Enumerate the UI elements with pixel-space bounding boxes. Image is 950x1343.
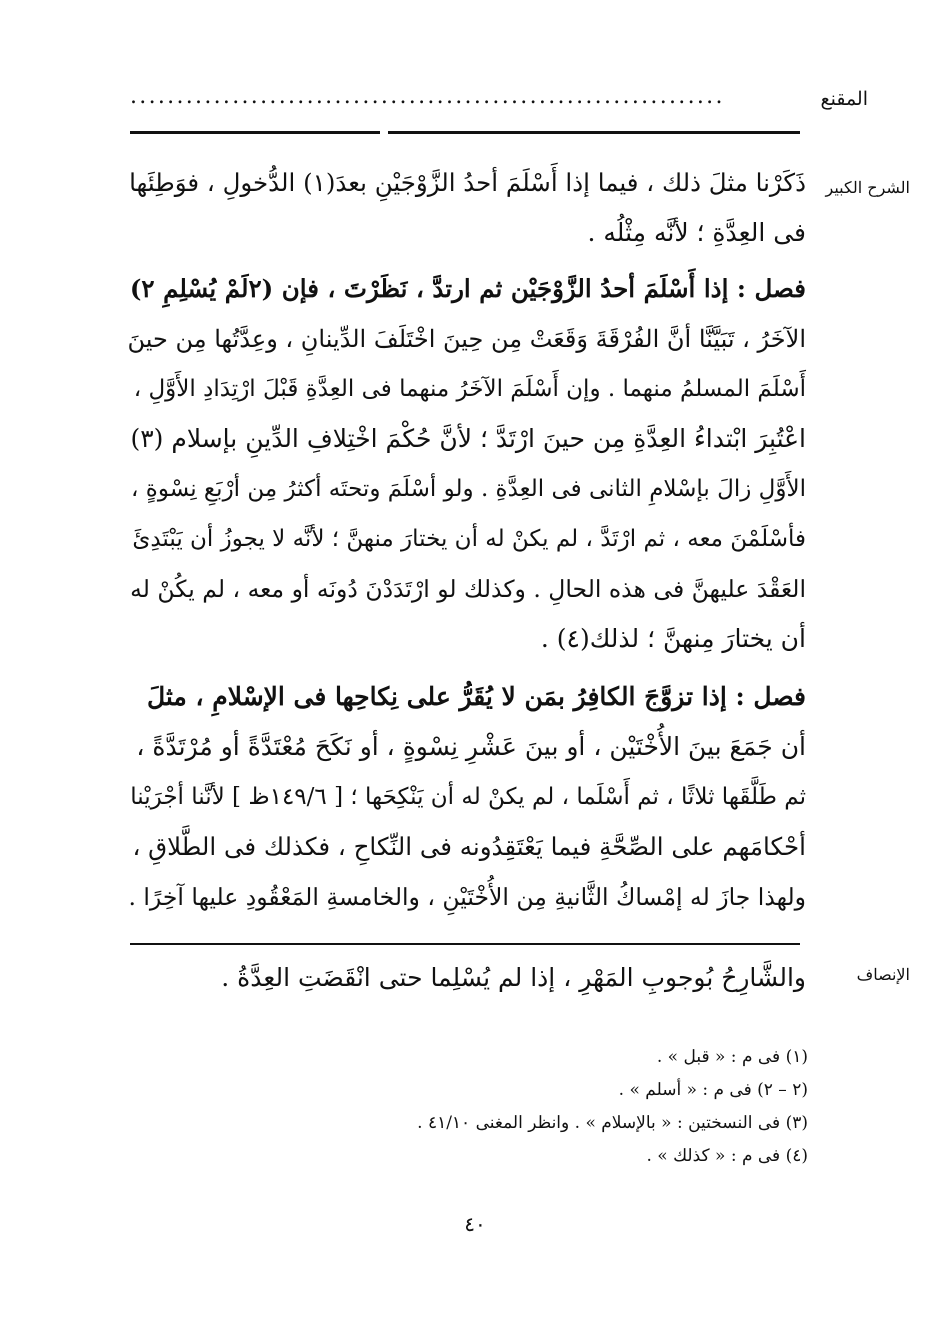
text-line: فأسْلَمْنَ معه ، ثم ارْتَدَّ ، لم يكنْ له أن يختارَ منهنَّ ؛ لأنَّه لا يجوزُ أن يَبْتَدِئَ <box>132 526 806 552</box>
footnote-1: (١) فى م : « قبل » . <box>656 1047 808 1067</box>
text-line: أَسْلَمَ المسلمُ منهما . وإن أَسْلَمَ الآخَرُ منهما فى العِدَّةِ قَبْلَ ارْتِدَادِ الأَوَّلِ ، <box>133 376 806 402</box>
text-line: أن جَمَعَ بينَ الأُخْتَيْن ، أو بينَ عَشْرِ نِسْوةٍ ، أو نَكَحَ مُعْتَدَّةً أو مُرْتَدَّةً ، <box>136 732 806 761</box>
section-divider <box>130 943 800 945</box>
footnote-3: (٣) فى النسختين : « بالإسلام » . وانظر المغنى ٤١/١٠ . <box>417 1113 808 1133</box>
text-line: أن يختارَ مِنهنَّ ؛ لذلك(٤) . <box>540 624 806 653</box>
header-rule-right <box>388 131 800 134</box>
text-line: اعْتُبِرَ ابْتداءُ العِدَّةِ مِن حينَ ارْتَدَّ ؛ لأنَّ حُكْمَ اخْتِلافِ الدِّينِ بإسلام (٣) <box>130 424 806 453</box>
header-dot-leader: ................................................................ <box>130 84 725 109</box>
text-line: العَقْدَ عليهنَّ فى هذه الحالِ . وكذلك لو ارْتَدَدْنَ دُونَه أو معه ، لم يكُنْ له <box>130 575 806 603</box>
text-line: ثم طَلَّقَها ثلاثًا ، ثم أَسْلَما ، لم يكنْ له أن يَنْكِحَها ؛ [ ١٤٩/٦ظ ] لأنَّنا أجْرَيْنا <box>130 784 806 810</box>
text-line: ذَكَرْنا مثلَ ذلك ، فيما إذا أَسْلَمَ أحدُ الزَّوْجَيْنِ بعدَ(١) الدُّخولِ ، فوَطِئَها <box>129 168 806 197</box>
text-line: فى العِدَّةِ ؛ لأنَّه مِثْلُه . <box>587 218 806 247</box>
footnote-4: (٤) فى م : « كذلك » . <box>646 1146 808 1166</box>
header-rule-left <box>130 131 380 134</box>
text-line: الآخَرُ ، تَبَيَّنَّا أنَّ الفُرْقَةَ وَقَعَتْ مِن حِينَ اخْتَلَفَ الدِّينانِ ، وعِدَّتُها مِن حينَ <box>127 325 806 353</box>
footnote-2: (٢ – ٢) فى م : « أسلم » . <box>618 1080 808 1100</box>
margin-label-insaf: الإنصاف <box>856 965 910 984</box>
text-line: أحْكامَهم على الصِّحَّةِ فيما يَعْتَقِدُونه فى النِّكاحِ ، فكذلك فى الطَّلاقِ ، <box>132 832 806 861</box>
insaf-line: والشَّارِحُ بُوجوبِ المَهْرِ ، إذا لم يُسْلِما حتى انْقَضَتِ العِدَّةُ . <box>221 963 806 992</box>
running-header-title: المقنع <box>820 88 868 110</box>
text-line: الأَوَّلِ زالَ بإسْلامِ الثانى فى العِدَّةِ . ولو أسْلَمَ وتحتَه أكثرُ مِن أرْبَعِ نِسْوةٍ ، <box>131 476 806 502</box>
text-line: ولهذا جازَ له إمْساكُ الثَّانيةِ مِن الأُخْتَيْنِ ، والخامسةِ المَعْقُودِ عليها آخِرًا . <box>128 883 806 911</box>
text-line: فصل : إذا أَسْلَمَ أحدُ الزَّوْجَيْن ثم ارتدَّ ، نَظَرْتَ ، فإن (٢لَمْ يُسْلِمِ ٢) <box>129 274 806 303</box>
margin-label-sharh: الشرح الكبير <box>825 178 910 197</box>
text-line: فصل : إذا تزوَّجَ الكافِرُ بمَن لا يُقَرُّ على نِكاحِها فى الإسْلامِ ، مثلَ <box>146 682 806 711</box>
page-number: ٤٠ <box>464 1212 486 1236</box>
